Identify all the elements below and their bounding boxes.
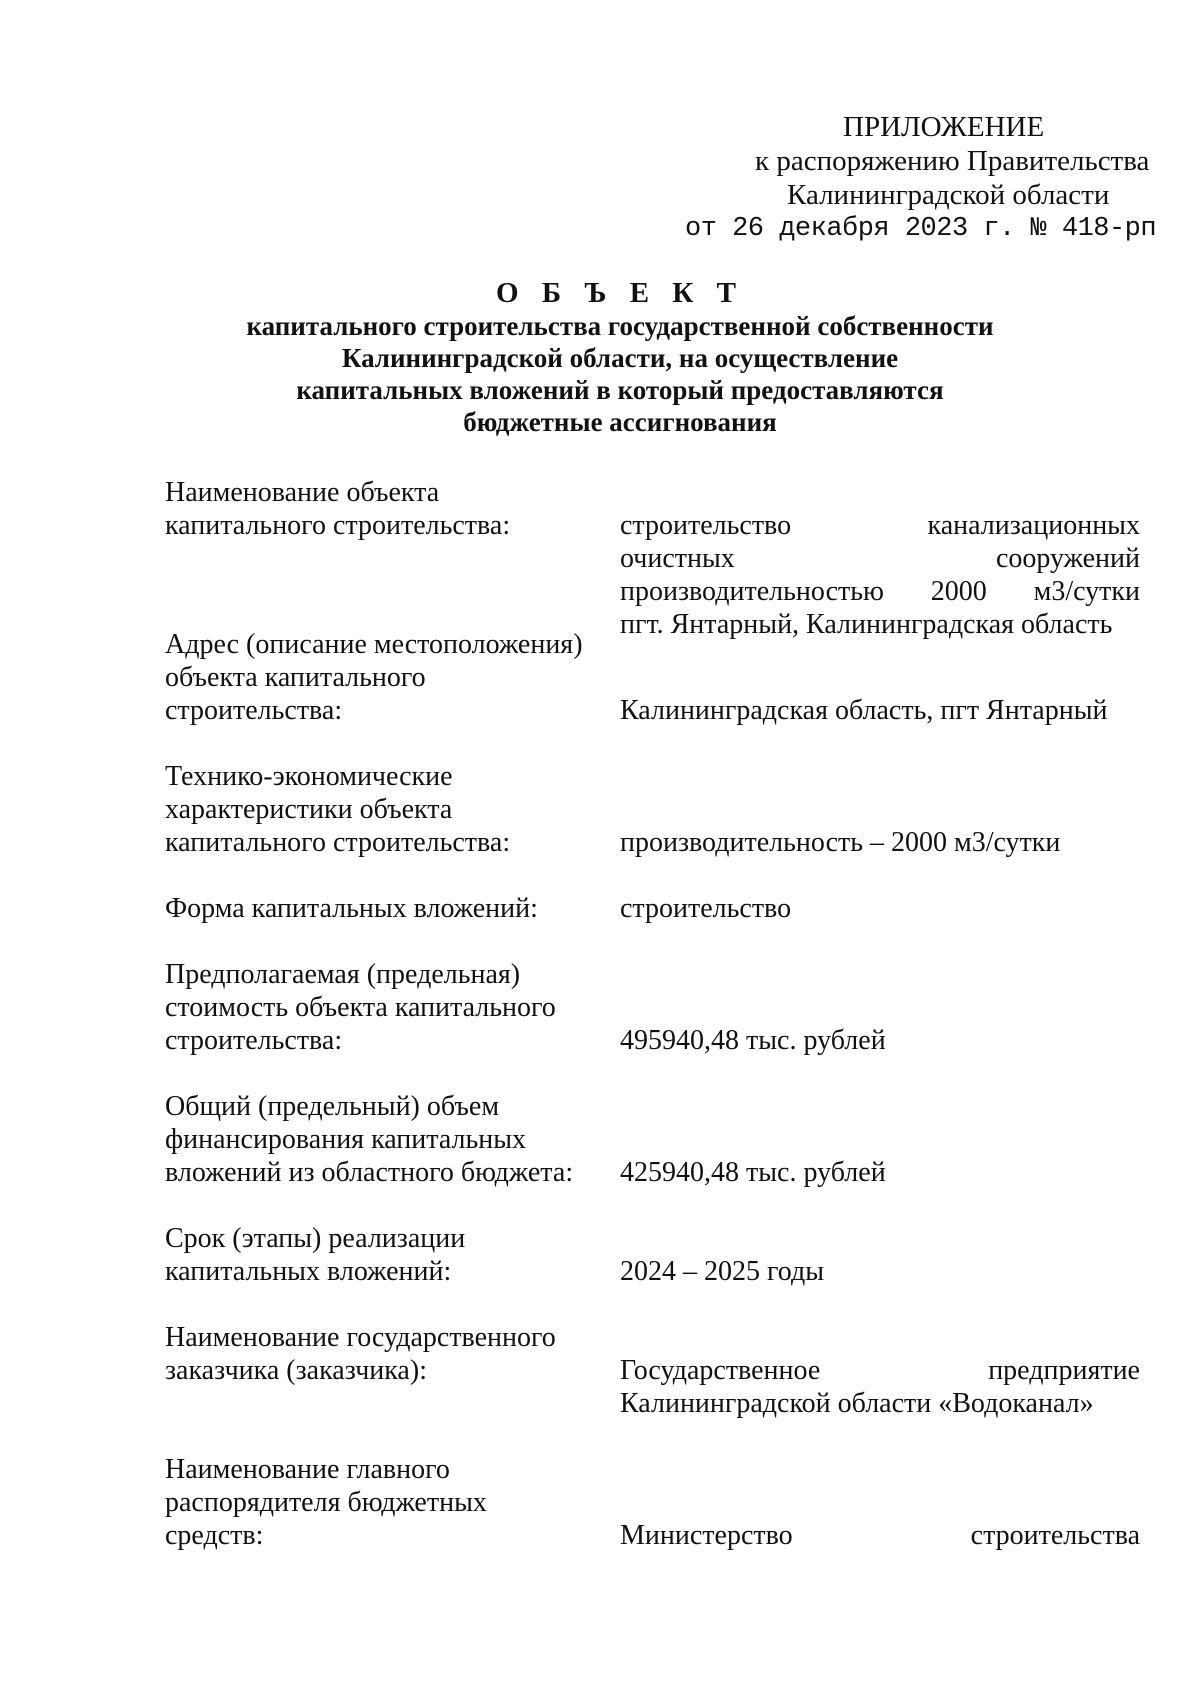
field-label: Предполагаемая (предельная) стоимость объекта капитального строительства: [165,959,556,1056]
value-line: 495940,48 тыс. рублей [620,1025,886,1056]
field-address [165,628,1140,760]
field-funding-volume [165,1090,1140,1222]
field-label: Срок (этапы) реализации капитальных вложений: [165,1223,466,1287]
field-label: Наименование главного распорядителя бюджетных средств: [165,1454,487,1551]
value-line: производительностью 2000 м3/сутки [620,576,1140,607]
field-technical-characteristics [165,760,1140,892]
title-main: О Б Ъ Е К Т [496,277,744,309]
field-label: Общий (предельный) объем финансирования капитальных вложений из областного бюджета: [165,1091,574,1188]
field-value [620,694,1140,727]
field-investment-form [165,892,1140,958]
field-customer [165,1321,1140,1453]
field-value [620,1354,1140,1420]
value-line: очистных сооружений [620,543,1140,574]
document-title [200,276,1040,438]
field-value [620,1024,1140,1057]
title-subline: Калининградской области, на осуществление [341,343,899,373]
value-line: Калининградская область, пгт Янтарный [620,695,1108,726]
field-value [620,826,1140,859]
value-line: 425940,48 тыс. рублей [620,1157,886,1188]
appendix-reference: к распоряжению Правительства [755,145,1150,177]
value-line: Калининградской области «Водоканал» [620,1388,1094,1419]
field-label: Адрес (описание местоположения) объекта капитального строительства: [165,629,583,726]
field-estimated-cost [165,958,1140,1090]
title-subline: капитальных вложений в который предоставляются [296,375,944,405]
title-subline: капитального строительства государственной собственности [246,311,994,341]
appendix-region: Калининградской области [787,179,1110,211]
value-line: 2024 – 2025 годы [620,1256,825,1287]
value-line: производительность – 2000 м3/сутки [620,827,1061,858]
field-budget-manager [165,1453,1140,1552]
field-object-name [165,476,1140,640]
value-line: строительство [620,893,792,924]
field-value [620,509,1140,641]
field-label: Наименование объекта капитального строительства: [165,477,511,541]
value-line: Государственное предприятие [620,1355,1140,1386]
field-label: Технико-экономические характеристики объекта капитального строительства: [165,761,511,858]
title-subline: бюджетные ассигнования [463,407,777,437]
value-line: строительство канализационных [620,510,1140,541]
field-value [620,1156,1140,1189]
field-implementation-period [165,1222,1140,1321]
fields-list [165,476,1140,1552]
field-value [620,1519,1140,1552]
field-value [620,892,1140,925]
field-label: Форма капитальных вложений: [165,893,538,924]
appendix-header [640,110,1157,246]
field-label: Наименование государственного заказчика (заказчика): [165,1322,556,1386]
appendix-order-date-number: от 26 декабря 2023 г. № 418-рп [685,214,1157,244]
value-line: Министерство строительства [620,1520,1140,1551]
field-value [620,1255,1140,1288]
appendix-title: ПРИЛОЖЕНИЕ [843,111,1045,143]
value-line: пгт. Янтарный, Калининградская область [620,609,1113,640]
